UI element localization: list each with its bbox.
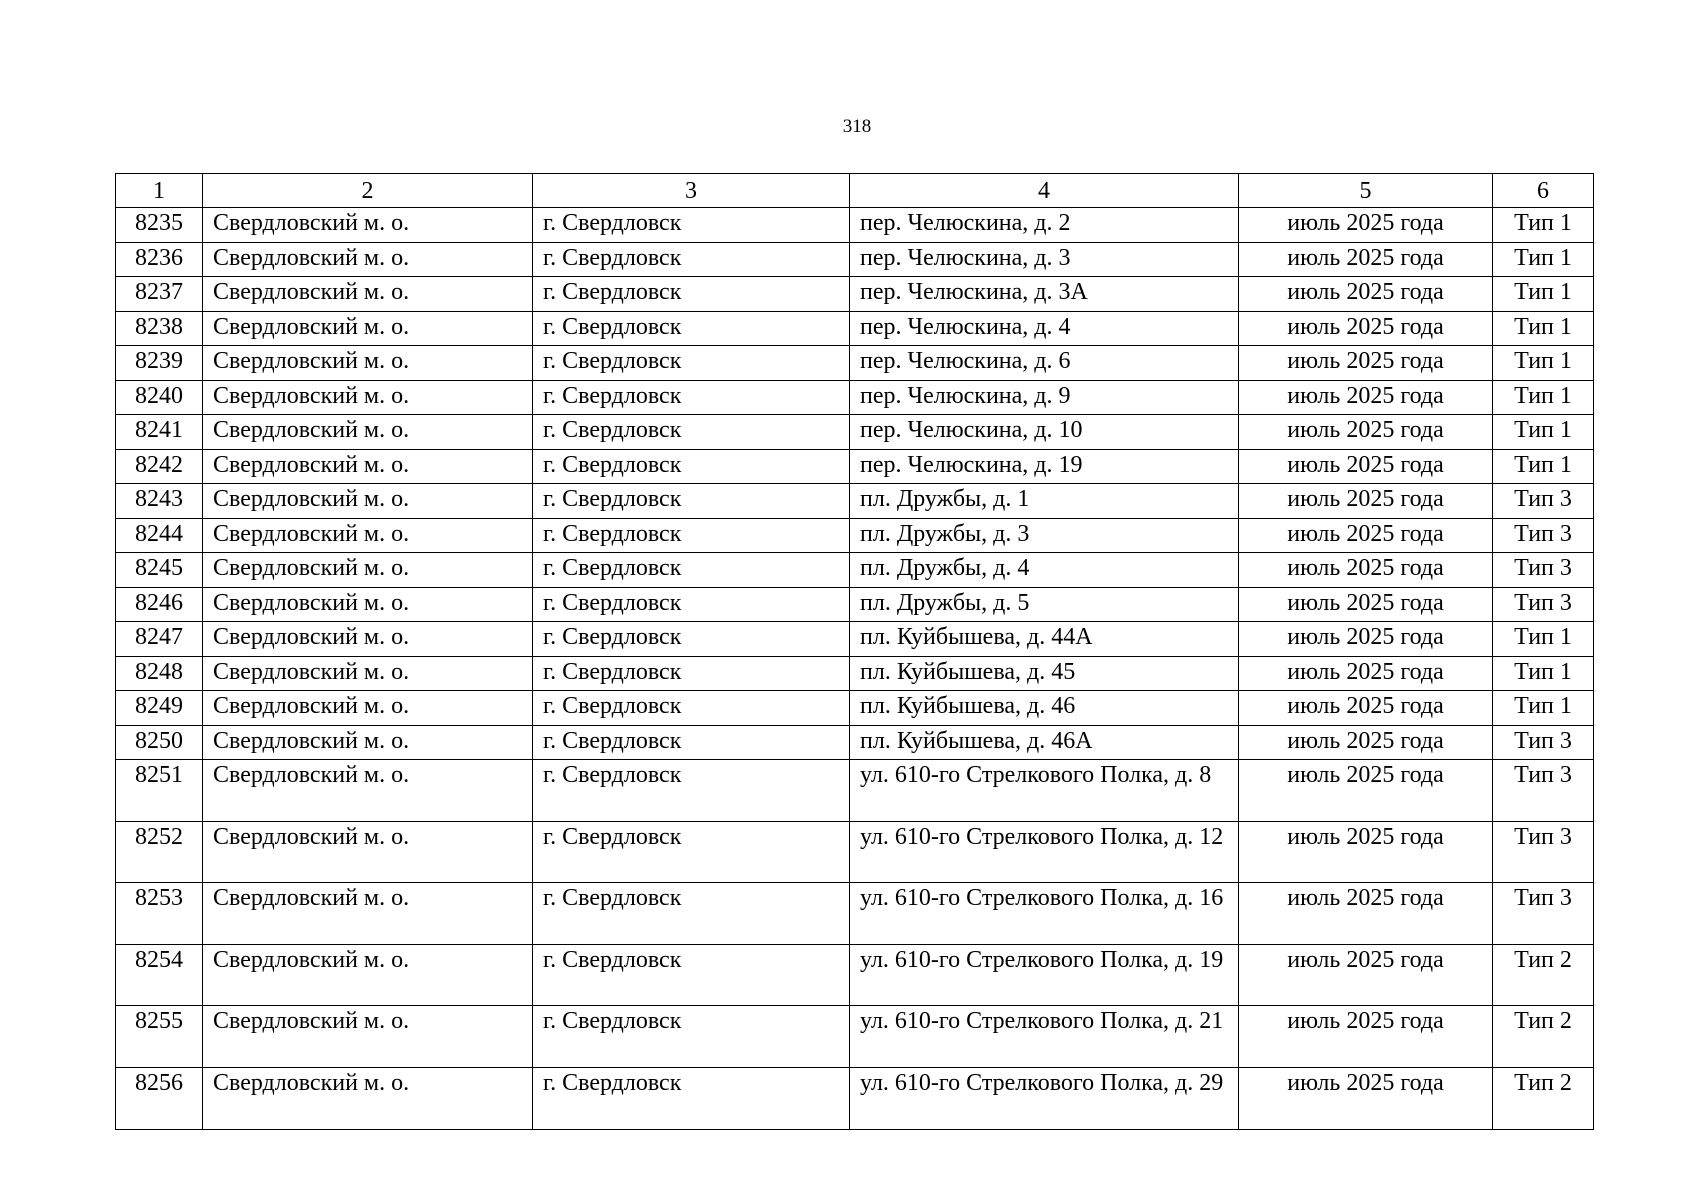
row-number-cell: 8252 <box>116 821 203 883</box>
row-number-cell: 8247 <box>116 622 203 657</box>
district-cell: Свердловский м. о. <box>203 449 533 484</box>
district-cell: Свердловский м. о. <box>203 821 533 883</box>
address-cell: ул. 610-го Стрелкового Полка, д. 21 <box>850 1006 1239 1068</box>
table-header <box>116 174 1594 208</box>
period-cell: июль 2025 года <box>1239 346 1493 381</box>
locality-cell: г. Свердловск <box>533 883 850 945</box>
locality-cell: г. Свердловск <box>533 656 850 691</box>
locality-cell: г. Свердловск <box>533 518 850 553</box>
district-cell: Свердловский м. о. <box>203 883 533 945</box>
table-row <box>116 691 1594 726</box>
type-cell: Тип 1 <box>1493 208 1594 243</box>
district-cell: Свердловский м. о. <box>203 380 533 415</box>
type-cell: Тип 1 <box>1493 346 1594 381</box>
row-number-cell: 8243 <box>116 484 203 519</box>
row-number-cell: 8256 <box>116 1067 203 1129</box>
district-cell: Свердловский м. о. <box>203 311 533 346</box>
table-row <box>116 656 1594 691</box>
page-number: 318 <box>842 116 872 137</box>
type-cell: Тип 3 <box>1493 484 1594 519</box>
table-row <box>116 622 1594 657</box>
locality-cell: г. Свердловск <box>533 1067 850 1129</box>
type-cell: Тип 1 <box>1493 415 1594 450</box>
district-cell: Свердловский м. о. <box>203 208 533 243</box>
locality-cell: г. Свердловск <box>533 944 850 1006</box>
row-number-cell: 8239 <box>116 346 203 381</box>
locality-cell: г. Свердловск <box>533 622 850 657</box>
address-cell: ул. 610-го Стрелкового Полка, д. 12 <box>850 821 1239 883</box>
district-cell: Свердловский м. о. <box>203 484 533 519</box>
period-cell: июль 2025 года <box>1239 821 1493 883</box>
type-cell: Тип 1 <box>1493 380 1594 415</box>
type-cell: Тип 3 <box>1493 821 1594 883</box>
type-cell: Тип 3 <box>1493 883 1594 945</box>
table-row <box>116 760 1594 822</box>
period-cell: июль 2025 года <box>1239 380 1493 415</box>
type-cell: Тип 2 <box>1493 944 1594 1006</box>
header-row <box>116 174 1594 208</box>
period-cell: июль 2025 года <box>1239 208 1493 243</box>
table-row <box>116 883 1594 945</box>
row-number-cell: 8238 <box>116 311 203 346</box>
table-row <box>116 380 1594 415</box>
type-cell: Тип 3 <box>1493 587 1594 622</box>
locality-cell: г. Свердловск <box>533 415 850 450</box>
district-cell: Свердловский м. о. <box>203 242 533 277</box>
locality-cell: г. Свердловск <box>533 242 850 277</box>
address-cell: пер. Челюскина, д. 6 <box>850 346 1239 381</box>
district-cell: Свердловский м. о. <box>203 944 533 1006</box>
locality-cell: г. Свердловск <box>533 725 850 760</box>
row-number-cell: 8246 <box>116 587 203 622</box>
locality-cell: г. Свердловск <box>533 346 850 381</box>
table-row <box>116 277 1594 312</box>
address-cell: ул. 610-го Стрелкового Полка, д. 19 <box>850 944 1239 1006</box>
district-cell: Свердловский м. о. <box>203 725 533 760</box>
table-row <box>116 553 1594 588</box>
table-row <box>116 449 1594 484</box>
period-cell: июль 2025 года <box>1239 484 1493 519</box>
row-number-cell: 8251 <box>116 760 203 822</box>
address-cell: пер. Челюскина, д. 2 <box>850 208 1239 243</box>
type-cell: Тип 1 <box>1493 449 1594 484</box>
address-cell: пл. Дружбы, д. 5 <box>850 587 1239 622</box>
locality-cell: г. Свердловск <box>533 587 850 622</box>
period-cell: июль 2025 года <box>1239 1067 1493 1129</box>
header-cell-2: 2 <box>203 174 533 208</box>
district-cell: Свердловский м. о. <box>203 587 533 622</box>
locality-cell: г. Свердловск <box>533 208 850 243</box>
period-cell: июль 2025 года <box>1239 242 1493 277</box>
period-cell: июль 2025 года <box>1239 883 1493 945</box>
table-row <box>116 415 1594 450</box>
district-cell: Свердловский м. о. <box>203 277 533 312</box>
period-cell: июль 2025 года <box>1239 656 1493 691</box>
table-body <box>116 208 1594 1130</box>
address-cell: пл. Куйбышева, д. 46 <box>850 691 1239 726</box>
table-row <box>116 1067 1594 1129</box>
row-number-cell: 8237 <box>116 277 203 312</box>
locality-cell: г. Свердловск <box>533 484 850 519</box>
locality-cell: г. Свердловск <box>533 760 850 822</box>
row-number-cell: 8244 <box>116 518 203 553</box>
type-cell: Тип 1 <box>1493 311 1594 346</box>
locality-cell: г. Свердловск <box>533 821 850 883</box>
district-cell: Свердловский м. о. <box>203 553 533 588</box>
table-row <box>116 725 1594 760</box>
row-number-cell: 8255 <box>116 1006 203 1068</box>
district-cell: Свердловский м. о. <box>203 518 533 553</box>
address-cell: пл. Дружбы, д. 4 <box>850 553 1239 588</box>
locality-cell: г. Свердловск <box>533 449 850 484</box>
type-cell: Тип 3 <box>1493 725 1594 760</box>
row-number-cell: 8249 <box>116 691 203 726</box>
header-cell-1: 1 <box>116 174 203 208</box>
address-cell: пер. Челюскина, д. 3А <box>850 277 1239 312</box>
table-row <box>116 821 1594 883</box>
address-cell: пл. Дружбы, д. 1 <box>850 484 1239 519</box>
row-number-cell: 8245 <box>116 553 203 588</box>
type-cell: Тип 3 <box>1493 553 1594 588</box>
locality-cell: г. Свердловск <box>533 691 850 726</box>
period-cell: июль 2025 года <box>1239 760 1493 822</box>
locality-cell: г. Свердловск <box>533 553 850 588</box>
header-cell-6: 6 <box>1493 174 1594 208</box>
address-cell: пер. Челюскина, д. 4 <box>850 311 1239 346</box>
period-cell: июль 2025 года <box>1239 553 1493 588</box>
address-cell: пер. Челюскина, д. 19 <box>850 449 1239 484</box>
locality-cell: г. Свердловск <box>533 380 850 415</box>
table-row <box>116 1006 1594 1068</box>
period-cell: июль 2025 года <box>1239 518 1493 553</box>
district-cell: Свердловский м. о. <box>203 1067 533 1129</box>
table-row <box>116 944 1594 1006</box>
type-cell: Тип 2 <box>1493 1006 1594 1068</box>
district-cell: Свердловский м. о. <box>203 691 533 726</box>
district-cell: Свердловский м. о. <box>203 346 533 381</box>
type-cell: Тип 2 <box>1493 1067 1594 1129</box>
address-cell: пл. Куйбышева, д. 45 <box>850 656 1239 691</box>
row-number-cell: 8235 <box>116 208 203 243</box>
period-cell: июль 2025 года <box>1239 944 1493 1006</box>
row-number-cell: 8248 <box>116 656 203 691</box>
period-cell: июль 2025 года <box>1239 622 1493 657</box>
address-cell: пер. Челюскина, д. 9 <box>850 380 1239 415</box>
address-cell: пл. Куйбышева, д. 44А <box>850 622 1239 657</box>
period-cell: июль 2025 года <box>1239 691 1493 726</box>
address-cell: пер. Челюскина, д. 3 <box>850 242 1239 277</box>
address-cell: ул. 610-го Стрелкового Полка, д. 16 <box>850 883 1239 945</box>
period-cell: июль 2025 года <box>1239 311 1493 346</box>
registry-table <box>115 173 1594 1130</box>
locality-cell: г. Свердловск <box>533 1006 850 1068</box>
district-cell: Свердловский м. о. <box>203 415 533 450</box>
header-cell-3: 3 <box>533 174 850 208</box>
address-cell: пл. Дружбы, д. 3 <box>850 518 1239 553</box>
type-cell: Тип 1 <box>1493 691 1594 726</box>
district-cell: Свердловский м. о. <box>203 1006 533 1068</box>
row-number-cell: 8250 <box>116 725 203 760</box>
table-row <box>116 242 1594 277</box>
period-cell: июль 2025 года <box>1239 449 1493 484</box>
row-number-cell: 8241 <box>116 415 203 450</box>
table-row <box>116 208 1594 243</box>
row-number-cell: 8236 <box>116 242 203 277</box>
district-cell: Свердловский м. о. <box>203 760 533 822</box>
row-number-cell: 8242 <box>116 449 203 484</box>
row-number-cell: 8240 <box>116 380 203 415</box>
address-cell: ул. 610-го Стрелкового Полка, д. 8 <box>850 760 1239 822</box>
period-cell: июль 2025 года <box>1239 277 1493 312</box>
period-cell: июль 2025 года <box>1239 415 1493 450</box>
address-cell: ул. 610-го Стрелкового Полка, д. 29 <box>850 1067 1239 1129</box>
period-cell: июль 2025 года <box>1239 1006 1493 1068</box>
table-row <box>116 484 1594 519</box>
header-cell-4: 4 <box>850 174 1239 208</box>
table-row <box>116 346 1594 381</box>
locality-cell: г. Свердловск <box>533 311 850 346</box>
table-row <box>116 587 1594 622</box>
period-cell: июль 2025 года <box>1239 725 1493 760</box>
row-number-cell: 8254 <box>116 944 203 1006</box>
row-number-cell: 8253 <box>116 883 203 945</box>
type-cell: Тип 1 <box>1493 622 1594 657</box>
district-cell: Свердловский м. о. <box>203 656 533 691</box>
table-row <box>116 518 1594 553</box>
type-cell: Тип 1 <box>1493 656 1594 691</box>
locality-cell: г. Свердловск <box>533 277 850 312</box>
period-cell: июль 2025 года <box>1239 587 1493 622</box>
address-cell: пл. Куйбышева, д. 46А <box>850 725 1239 760</box>
type-cell: Тип 3 <box>1493 518 1594 553</box>
type-cell: Тип 1 <box>1493 242 1594 277</box>
district-cell: Свердловский м. о. <box>203 622 533 657</box>
table-row <box>116 311 1594 346</box>
header-cell-5: 5 <box>1239 174 1493 208</box>
type-cell: Тип 1 <box>1493 277 1594 312</box>
type-cell: Тип 3 <box>1493 760 1594 822</box>
address-cell: пер. Челюскина, д. 10 <box>850 415 1239 450</box>
